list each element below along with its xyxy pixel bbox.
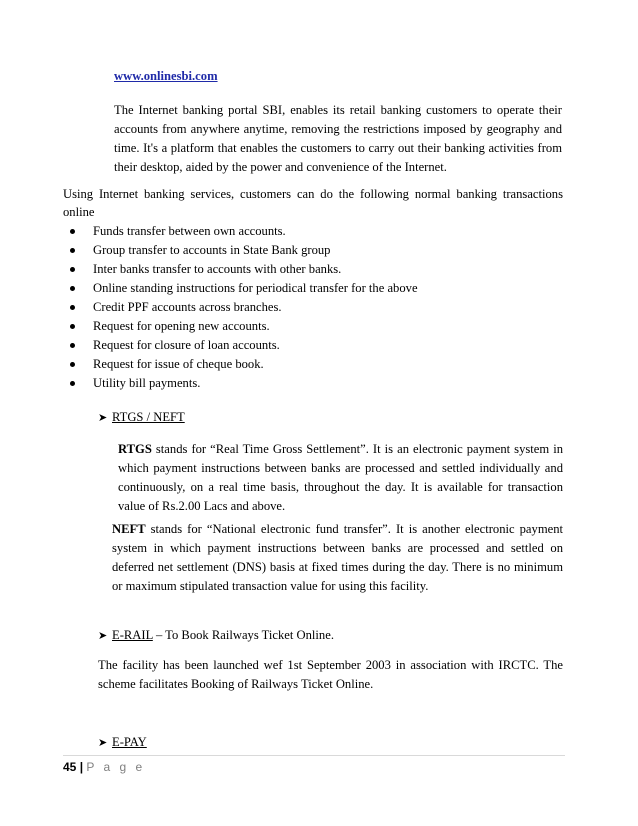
neft-term: NEFT (112, 522, 146, 536)
intro-line: accounts from anywhere anytime, removing the restrictions imposed by geography and (114, 122, 562, 136)
page-label: P a g e (86, 760, 146, 774)
bullet-icon (70, 229, 75, 234)
bullet-icon (70, 343, 75, 348)
intro-line: time. It's a platform that enables the customers to carry out their banking activities from (114, 141, 562, 155)
rtgs-term: RTGS (118, 442, 152, 456)
list-item: Online standing instructions for periodical transfer for the above (63, 279, 418, 298)
onlinesbi-link-line (114, 69, 218, 84)
services-list (63, 222, 418, 393)
services-lead-cont: online (63, 205, 95, 219)
bullet-icon (70, 324, 75, 329)
list-item: Group transfer to accounts in State Bank group (63, 241, 418, 260)
list-item: Request for closure of loan accounts. (63, 336, 418, 355)
bullet-icon (70, 362, 75, 367)
bullet-icon (70, 248, 75, 253)
list-item: Request for issue of cheque book. (63, 355, 418, 374)
rtgs-line: continuously, on a real time basis, throughout the day. It is available for transaction (118, 480, 563, 494)
footer-separator: | (76, 760, 87, 774)
list-item: Request for opening new accounts. (63, 317, 418, 336)
list-item: Inter banks transfer to accounts with other banks. (63, 260, 418, 279)
erail-heading: ➤ E-RAIL – To Book Railways Ticket Online. (98, 628, 334, 642)
rtgs-line: which payment instructions between banks are processed and settled individually and (118, 461, 563, 475)
page-footer (63, 760, 145, 774)
bullet-icon (70, 381, 75, 386)
intro-line: their desktop, aided by the power and convenience of the Internet. (114, 160, 447, 174)
arrow-bullet-icon: ➤ (98, 736, 108, 749)
arrow-bullet-icon: ➤ (98, 411, 108, 424)
erail-line: The facility has been launched wef 1st September 2003 in association with IRCTC. The (98, 658, 563, 672)
neft-line: NEFT stands for “National electronic fund transfer”. It is another electronic payment (112, 522, 563, 536)
bullet-icon (70, 305, 75, 310)
rtgs-line: RTGS stands for “Real Time Gross Settlement”. It is an electronic payment system in (118, 442, 563, 456)
list-item: Funds transfer between own accounts. (63, 222, 418, 241)
bullet-icon (70, 286, 75, 291)
services-lead: Using Internet banking services, customers can do the following normal banking transactions (63, 187, 563, 201)
list-item: Credit PPF accounts across branches. (63, 298, 418, 317)
list-item: Utility bill payments. (63, 374, 418, 393)
epay-heading: ➤ E-PAY (98, 735, 147, 749)
neft-line: deferred net settlement (DNS) basis at fixed times during the day. There is no minimum (112, 560, 563, 574)
neft-line: system in which payment instructions between banks are processed and settled on (112, 541, 563, 555)
intro-line: The Internet banking portal SBI, enables its retail banking customers to operate their (114, 103, 562, 117)
arrow-bullet-icon: ➤ (98, 629, 108, 642)
neft-line: or maximum stipulated transaction value for using this facility. (112, 579, 429, 593)
footer-divider (63, 755, 565, 756)
onlinesbi-link[interactable]: www.onlinesbi.com (114, 69, 218, 83)
page-number: 45 (63, 760, 77, 774)
rtgs-neft-heading: ➤ RTGS / NEFT (98, 410, 185, 424)
erail-line: scheme facilitates Booking of Railways Ticket Online. (98, 677, 374, 691)
bullet-icon (70, 267, 75, 272)
rtgs-line: value of Rs.2.00 Lacs and above. (118, 499, 286, 513)
